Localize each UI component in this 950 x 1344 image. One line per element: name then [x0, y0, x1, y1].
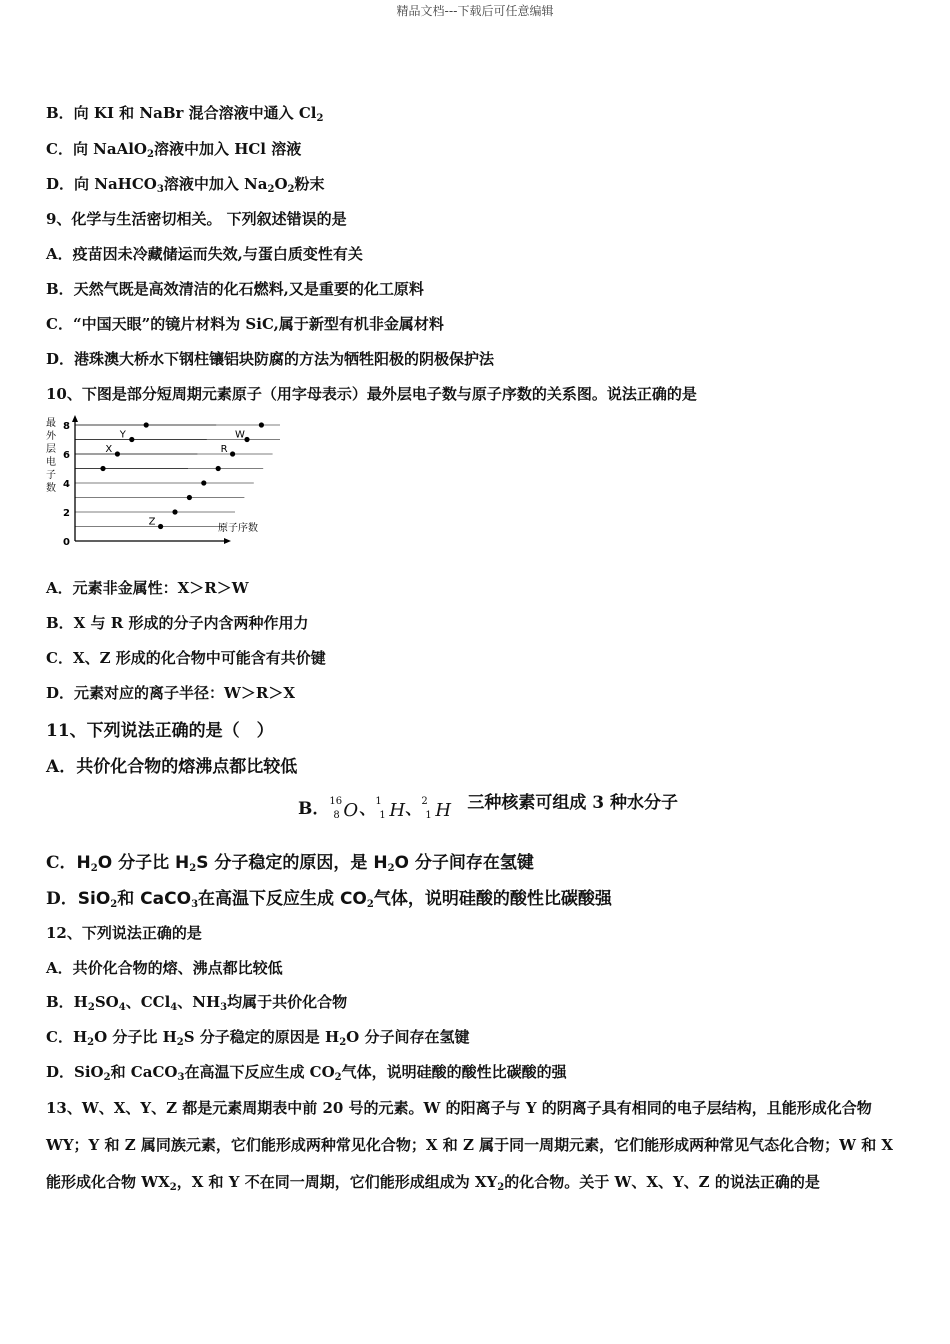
- separator: 、: [359, 799, 376, 818]
- nuclide: [329, 796, 375, 826]
- y-tick-label: 6: [63, 450, 70, 461]
- mass-number: 16: [329, 796, 343, 807]
- q10-option-a: A．元素非金属性：X＞R＞W: [46, 579, 249, 597]
- point-label: W: [235, 429, 245, 441]
- q12-option-d: D．SiO$_2$和 CaCO$_3$在高温下反应生成 $CO_2$气体，说明硅酸的酸性比碳酸的强: [46, 1063, 567, 1083]
- q11-stem: 11、下列说法正确的是（ ）: [46, 721, 274, 741]
- page-header: 精品文档---下载后可任意编辑: [396, 4, 554, 18]
- x-axis-arrow: [224, 538, 231, 544]
- y-axis-label-char: 数: [46, 483, 56, 494]
- q10-option-c: C．X、Z 形成的化合物中可能含有共价键: [46, 649, 326, 667]
- q10-stem: 10、下图是部分短周期元素原子（用字母表示）最外层电子数与原子序数的关系图。说法正确的是: [46, 385, 697, 403]
- mass-number: 1: [375, 796, 382, 807]
- data-point: [201, 480, 206, 485]
- q9-option-d: D．港珠澳大桥水下钢柱镶铝块防腐的方法为牺牲阳极的阴极保护法: [46, 350, 495, 368]
- data-point: [172, 509, 177, 514]
- q11-option-b: B． 16 8 O 、 1 1 H 、 2 1 H 三种核素可组成 3 种水分子: [298, 788, 678, 826]
- atomic-number: 1: [379, 810, 386, 821]
- q11-option-c: C．$H_2O$ 分子比 $H_2S$ 分子稳定的原因，是 $H_2O$ 分子间存在氢键: [46, 853, 534, 874]
- x-axis-label: 原子序数: [218, 523, 258, 534]
- separator: 、: [405, 799, 422, 818]
- data-point: [129, 437, 134, 442]
- nuclide-group: [329, 796, 467, 821]
- point-label: Z: [148, 516, 156, 528]
- q9-option-b: B．天然气既是高效清洁的化石燃料,又是重要的化工原料: [46, 280, 424, 298]
- point-label: R: [220, 444, 228, 455]
- q10-option-b: B．X 与 R 形成的分子内含两种作用力: [46, 614, 309, 632]
- q12-option-a: A．共价化合物的熔、沸点都比较低: [46, 959, 283, 977]
- data-point: [187, 495, 192, 500]
- q12-stem: 12、下列说法正确的是: [46, 924, 202, 942]
- point-label: X: [105, 444, 113, 455]
- q8-option-d: D．向 NaHCO$_3$溶液中加入 $Na_2O_2$粉末: [46, 175, 325, 195]
- y-axis-arrow: [72, 415, 78, 422]
- data-point: [244, 437, 249, 442]
- q8-option-b: B．向 KI 和 NaBr 混合溶液中通入 $Cl_2$: [46, 104, 324, 124]
- y-tick-label: 4: [63, 479, 70, 490]
- q12-option-c: C．$H_2O$ 分子比 $H_2S$ 分子稳定的原因是 $H_2O$ 分子间存在氢键: [46, 1028, 470, 1048]
- q11-option-d: D．SiO$_2$和 CaCO$_3$在高温下反应生成 $CO_2$气体，说明硅酸的酸性比碳酸强: [46, 889, 612, 910]
- q12-option-b: B．$H_2SO_4$、CCl$_4$、$NH_3$均属于共价化合物: [46, 993, 348, 1013]
- q10-option-d: D．元素对应的离子半径：W＞R＞X: [46, 684, 295, 702]
- data-point: [216, 466, 221, 471]
- y-tick-label: 8: [63, 421, 70, 432]
- q11-option-a: A．共价化合物的熔沸点都比较低: [46, 757, 298, 777]
- data-point: [230, 451, 235, 456]
- y-axis-label-char: 外: [46, 431, 56, 442]
- y-axis-label-char: 电: [46, 457, 56, 468]
- element-symbol: H: [435, 800, 452, 821]
- element-symbol: H: [389, 800, 406, 821]
- element-symbol: O: [343, 800, 359, 821]
- y-tick-label: 2: [63, 508, 70, 519]
- mass-number: 2: [421, 796, 428, 807]
- atomic-number: 1: [425, 810, 432, 821]
- q8-option-c: C．向 NaAlO$_2$溶液中加入 HCl 溶液: [46, 140, 302, 160]
- data-point: [144, 422, 149, 427]
- data-point: [158, 524, 163, 529]
- y-axis-label-char: 层: [46, 444, 56, 455]
- q9-option-c: C．“中国天眼”的镜片材料为 SiC,属于新型有机非金属材料: [46, 315, 444, 333]
- y-axis-label-char: 最: [46, 418, 56, 429]
- nuclide: [375, 796, 421, 826]
- electron-chart: [40, 410, 280, 560]
- point-label: Y: [119, 429, 126, 441]
- data-point: [100, 466, 105, 471]
- q9-option-a: A．疫苗因未冷藏储运而失效,与蛋白质变性有关: [46, 245, 363, 263]
- data-point: [115, 451, 120, 456]
- data-point: [259, 422, 264, 427]
- atomic-number: 8: [333, 810, 340, 821]
- y-axis-label-char: 子: [46, 470, 56, 481]
- q9-stem: 9、化学与生活密切相关。 下列叙述错误的是: [46, 210, 347, 228]
- nuclide: [421, 796, 467, 826]
- y-tick-label: 0: [63, 537, 70, 548]
- q13-stem: 13、W、X、Y、Z 都是元素周期表中前 20 号的元素。W 的阳离子与 Y 的阴离子具有相同的电子层结构，且能形成化合物 WY；Y 和 Z 属同族元素，它们能形成两种常见化合物；X 和 Z 属于同一周期元素，它们能形成两种常见气态化合物；W 和 X 能形成化合物 $WX_2$，X 和 Y 不在同一周期，它们能形成组成为 $XY_2$的化合物。关于 W、X、Y、Z 的说法正确的是: [46, 1099, 894, 1193]
